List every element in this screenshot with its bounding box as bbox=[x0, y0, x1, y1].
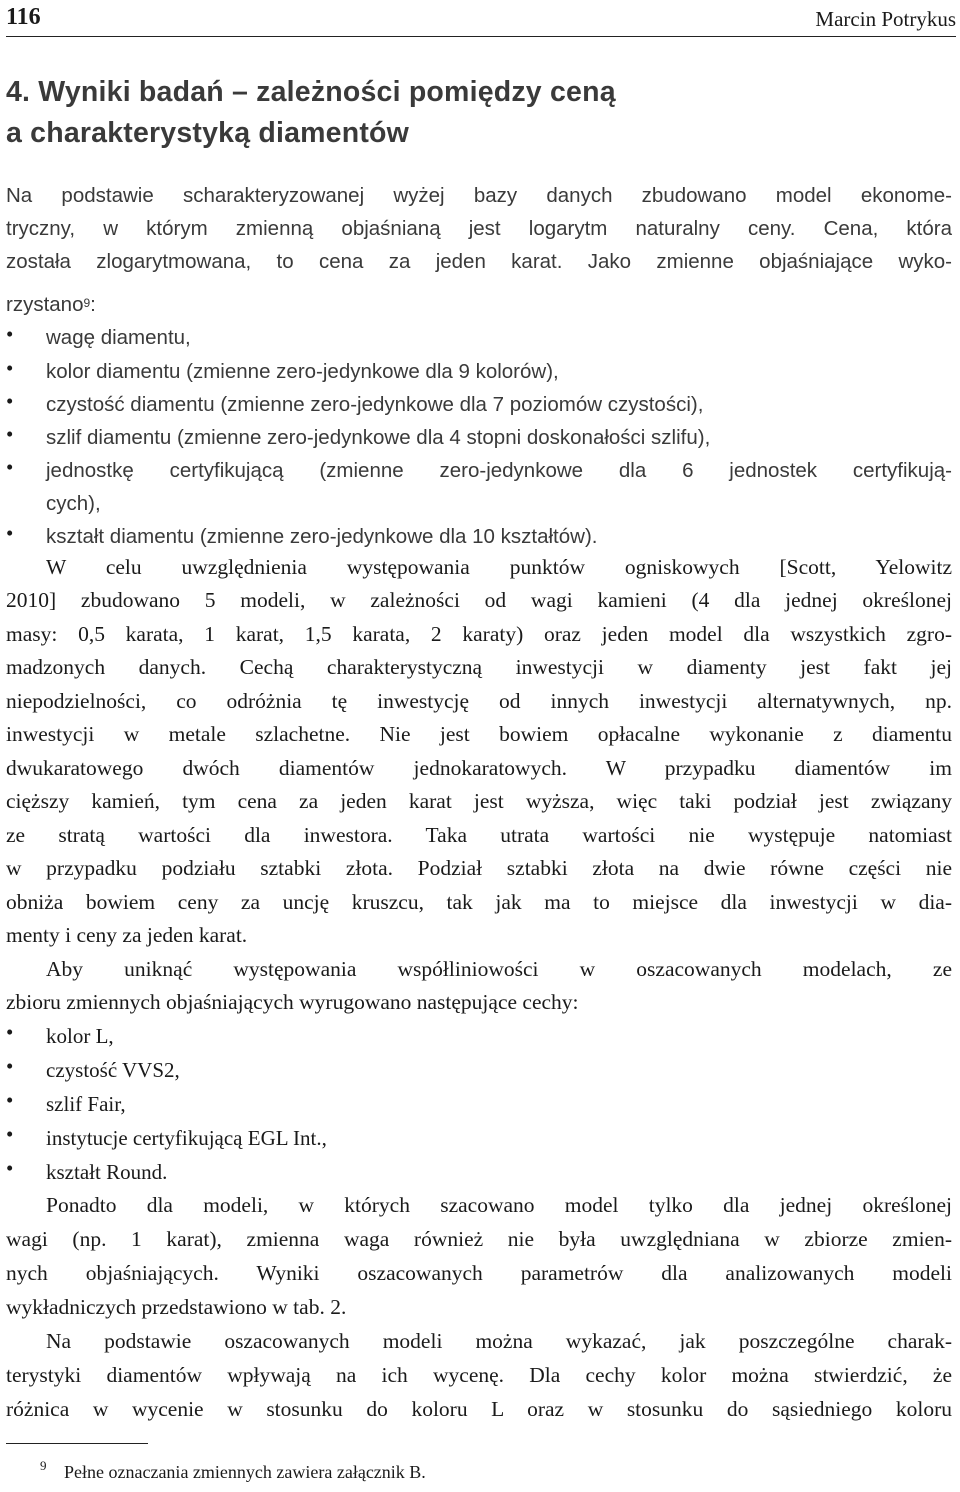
list-item: kształt Round. bbox=[46, 1160, 168, 1184]
list-item: czystość VVS2, bbox=[46, 1058, 180, 1082]
list-item-continuation: cych), bbox=[46, 492, 101, 515]
paragraph-line: inwestycji w metale szlachetne. Nie jest bowiem opłacalne wykonanie z diamentu bbox=[6, 722, 952, 746]
list-item: kolor diamentu (zmienne zero-jedynkowe dla 9 kolorów), bbox=[46, 360, 559, 383]
paragraph-line: nych objaśniających. Wyniki oszacowanych parametrów dla analizowanych modeli bbox=[6, 1261, 952, 1285]
list-item: kształt diamentu (zmienne zero-jedynkowe dla 10 kształtów). bbox=[46, 525, 598, 548]
paragraph-line: dwukaratowego dwóch diamentów jednokaratowych. W przypadku diamentów im bbox=[6, 756, 952, 780]
paragraph-line: wykładniczych przedstawiono w tab. 2. bbox=[6, 1295, 347, 1319]
bullet-marker: • bbox=[6, 521, 14, 545]
paragraph-line-with-footnote bbox=[6, 289, 952, 321]
footnote-separator bbox=[6, 1443, 148, 1444]
bullet-marker: • bbox=[6, 1122, 14, 1146]
paragraph-line: cięższy kamień, tym cena za jeden karat jest wyższa, więc taki podział jest związany bbox=[6, 789, 952, 813]
page-number: 116 bbox=[6, 4, 41, 30]
bullet-marker: • bbox=[6, 1156, 14, 1180]
paragraph-line: ze stratą wartości dla inwestora. Taka utrata wartości nie występuje natomiast bbox=[6, 823, 952, 847]
section-heading-line-2: a charakterystyką diamentów bbox=[6, 117, 410, 149]
running-head-author: Marcin Potrykus bbox=[815, 7, 956, 31]
paragraph-line: wagi (np. 1 karat), zmienna waga również nie była uwzględniana w zbiorze zmien- bbox=[6, 1227, 952, 1251]
list-item: szlif Fair, bbox=[46, 1092, 126, 1116]
section-heading-line-1: 4. Wyniki badań – zależności pomiędzy ceną bbox=[6, 76, 616, 108]
bullet-marker: • bbox=[6, 389, 14, 413]
colon: : bbox=[90, 293, 96, 316]
paragraph-line: różnica w wycenie w stosunku do koloru L oraz w stosunku do sąsiedniego koloru bbox=[6, 1397, 952, 1421]
bullet-marker: • bbox=[6, 422, 14, 446]
paragraph-line: Aby uniknąć występowania współliniowości w oszacowanych modelach, ze bbox=[46, 957, 952, 981]
footnote-reference: 9 bbox=[83, 296, 91, 310]
paragraph-line: Ponadto dla modeli, w których szacowano model tylko dla jednej określonej bbox=[46, 1193, 952, 1217]
paragraph-line: Na podstawie oszacowanych modeli można wykazać, jak poszczególne charak- bbox=[46, 1329, 952, 1353]
paragraph-line: została zlogarytmowana, to cena za jeden karat. Jako zmienne objaśniające wyko- bbox=[6, 250, 952, 273]
bullet-marker: • bbox=[6, 1020, 14, 1044]
list-item: wagę diamentu, bbox=[46, 326, 191, 349]
bullet-marker: • bbox=[6, 455, 14, 479]
bullet-marker: • bbox=[6, 1088, 14, 1112]
list-item: szlif diamentu (zmienne zero-jedynkowe dla 4 stopni doskonałości szlifu), bbox=[46, 426, 711, 449]
paragraph-line: Na podstawie scharakteryzowanej wyżej bazy danych zbudowano model ekonome- bbox=[6, 184, 952, 207]
paragraph-line: w przypadku podziału sztabki złota. Podział sztabki złota na dwie równe części nie bbox=[6, 856, 952, 880]
running-header bbox=[6, 2, 956, 37]
paragraph-text: rzystano bbox=[6, 293, 84, 316]
paragraph-line: zbioru zmiennych objaśniających wyrugowano następujące cechy: bbox=[6, 990, 579, 1014]
paragraph-line: masy: 0,5 karata, 1 karat, 1,5 karata, 2 karaty) oraz jeden model dla wszystkich zgro- bbox=[6, 622, 952, 646]
footnote-text: Pełne oznaczania zmiennych zawiera załącznik B. bbox=[64, 1462, 426, 1482]
list-item: jednostkę certyfikującą (zmienne zero-jedynkowe dla 6 jednostek certyfikują- bbox=[46, 459, 952, 482]
paragraph-line: madzonych danych. Cechą charakterystyczną inwestycji w diamenty jest fakt jej bbox=[6, 655, 952, 679]
section-heading bbox=[6, 72, 616, 154]
paragraph-line: W celu uwzględnienia występowania punktów ogniskowych [Scott, Yelowitz bbox=[46, 555, 952, 579]
footnote-number: 9 bbox=[40, 1458, 47, 1473]
paragraph-line: menty i ceny za jeden karat. bbox=[6, 923, 248, 947]
paragraph-line: tryczny, w którym zmienną objaśnianą jest logarytm naturalny ceny. Cena, która bbox=[6, 217, 952, 240]
list-item: instytucje certyfikującą EGL Int., bbox=[46, 1126, 327, 1150]
paragraph-line: niepodzielności, co odróżnia tę inwestycję od innych inwestycji alternatywnych, np. bbox=[6, 689, 952, 713]
paragraph-line: obniża bowiem ceny za uncję kruszcu, tak jak ma to miejsce dla inwestycji w dia- bbox=[6, 890, 952, 914]
list-item: czystość diamentu (zmienne zero-jedynkowe dla 7 poziomów czystości), bbox=[46, 393, 704, 416]
paragraph-line: 2010] zbudowano 5 modeli, w zależności od wagi kamieni (4 dla jednej określonej bbox=[6, 588, 952, 612]
list-item: kolor L, bbox=[46, 1024, 114, 1048]
bullet-marker: • bbox=[6, 322, 14, 346]
bullet-marker: • bbox=[6, 356, 14, 380]
bullet-marker: • bbox=[6, 1054, 14, 1078]
paragraph-line: terystyki diamentów wpływają na ich wycenę. Dla cechy kolor można stwierdzić, że bbox=[6, 1363, 952, 1387]
